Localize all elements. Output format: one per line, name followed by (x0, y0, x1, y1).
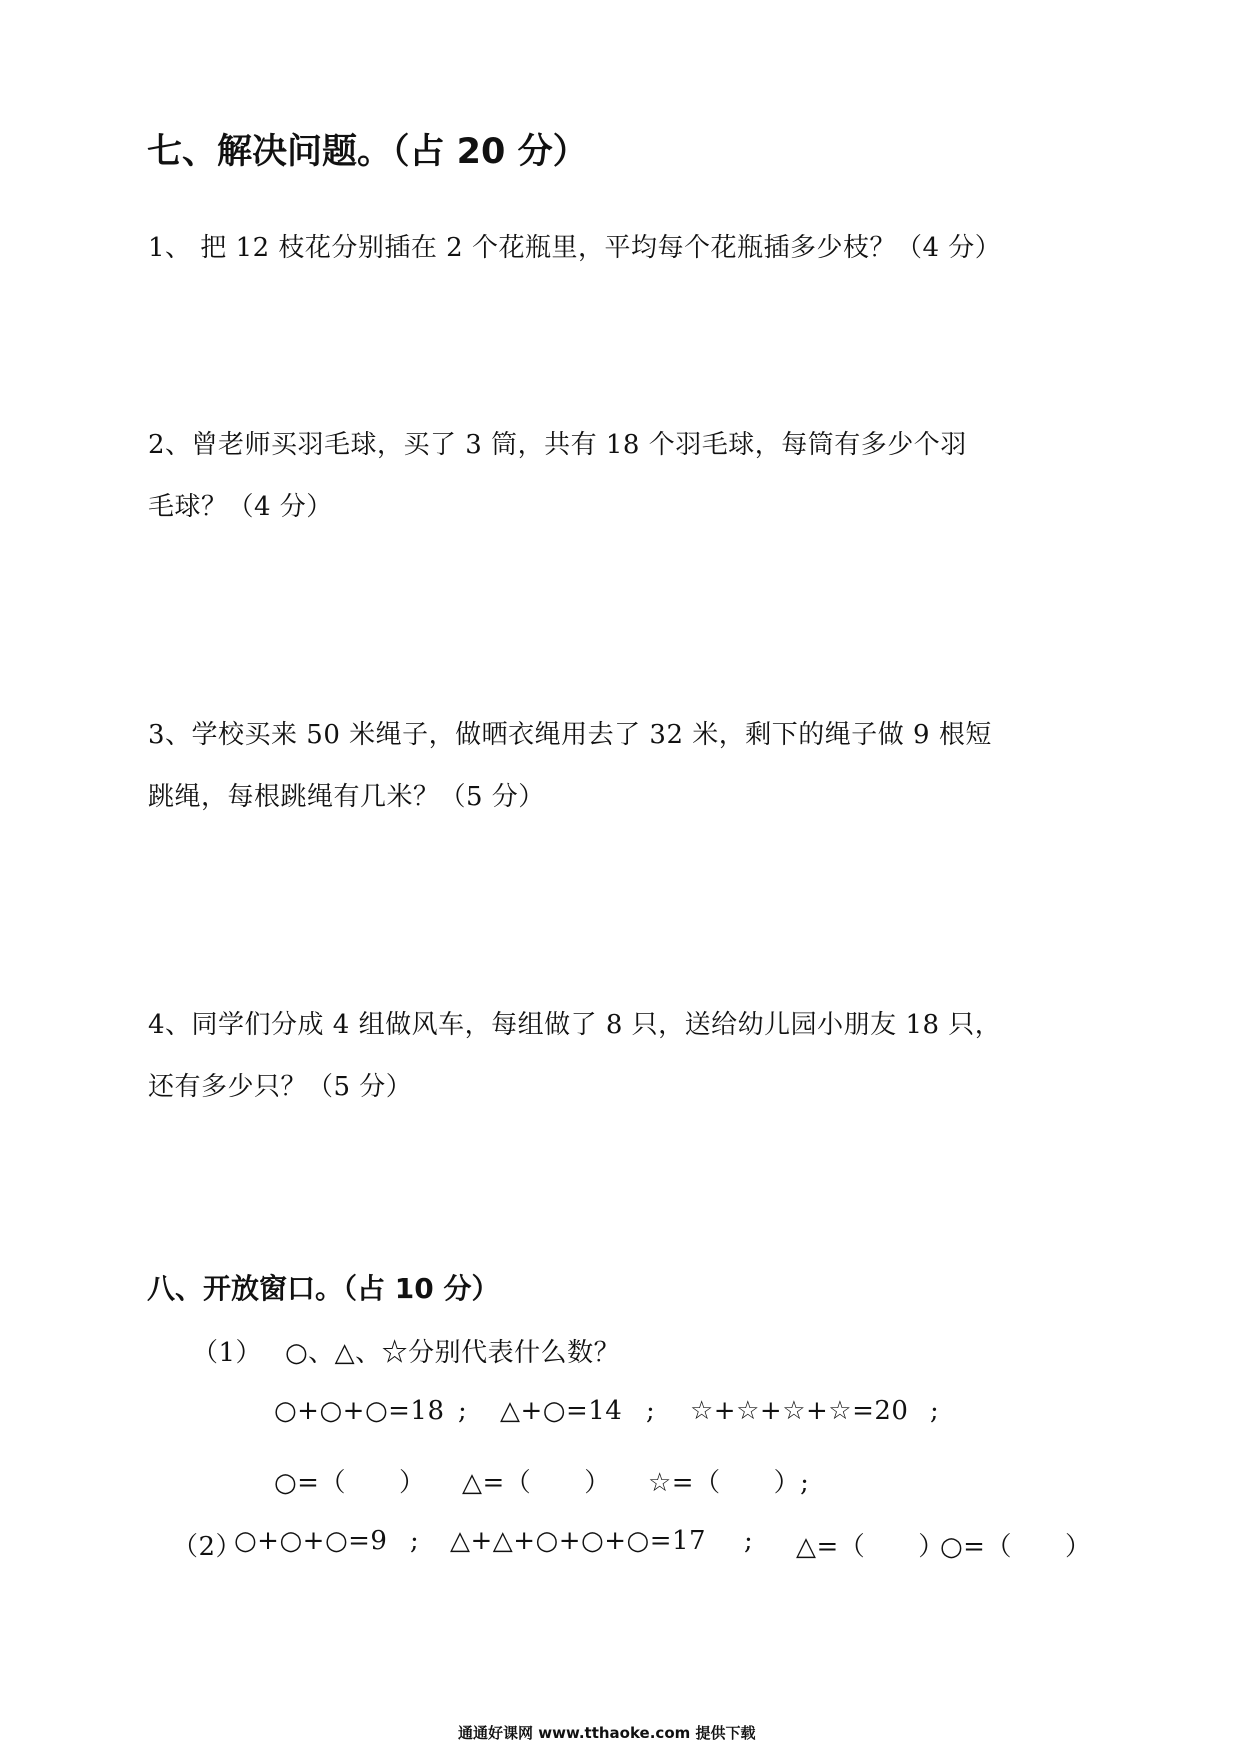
question-3-line-2: 跳绳，每根跳绳有几米？（5 分） (148, 782, 545, 812)
problem-1-label: （1） (192, 1338, 263, 1368)
problem-1-equation-2: △+○=14 (500, 1396, 623, 1426)
separator: ; (930, 1396, 940, 1426)
problem-2-label: （2） (172, 1532, 243, 1562)
separator: ; (744, 1526, 754, 1556)
question-4-line-1: 4、同学们分成 4 组做风车，每组做了 8 只，送给幼儿园小朋友 18 只， (148, 1010, 1002, 1040)
separator: ; (458, 1396, 468, 1426)
question-2-line-1: 2、曾老师买羽毛球，买了 3 筒，共有 18 个羽毛球，每筒有多少个羽 (148, 430, 967, 460)
problem-2-equation-2: △+△+○+○+○=17 (450, 1526, 707, 1556)
footer-credit: 通通好课网 www.tthaoke.com 提供下载 (458, 1724, 756, 1742)
problem-2-answer-circle[interactable]: ○=（ ） (940, 1532, 1092, 1562)
problem-1-answer-circle[interactable]: ○=（ ） (274, 1468, 426, 1498)
section-7-title: 七、解决问题。（占 20 分） (147, 132, 588, 172)
section-8-title: 八、开放窗口。（占 10 分） (147, 1272, 500, 1305)
question-1-line-1: 1、 把 12 枝花分别插在 2 个花瓶里，平均每个花瓶插多少枝？（4 分） (148, 233, 1002, 263)
question-4-line-2: 还有多少只？（5 分） (148, 1072, 413, 1102)
separator: ; (646, 1396, 656, 1426)
problem-1-question: ○、△、☆分别代表什么数？ (285, 1338, 621, 1368)
question-2-line-2: 毛球？（4 分） (148, 492, 333, 522)
problem-2-answer-triangle[interactable]: △=（ ） (796, 1532, 945, 1562)
problem-1-equation-3: ☆+☆+☆+☆=20 (690, 1396, 909, 1426)
separator: ; (410, 1526, 420, 1556)
problem-1-answer-triangle[interactable]: △=（ ） (462, 1468, 611, 1498)
problem-1-equation-1: ○+○+○=18 (274, 1396, 445, 1426)
question-3-line-1: 3、学校买来 50 米绳子，做晒衣绳用去了 32 米，剩下的绳子做 9 根短 (148, 720, 992, 750)
problem-2-equation-1: ○+○+○=9 (234, 1526, 388, 1556)
problem-1-answer-star[interactable]: ☆=（ ）; (648, 1468, 810, 1498)
